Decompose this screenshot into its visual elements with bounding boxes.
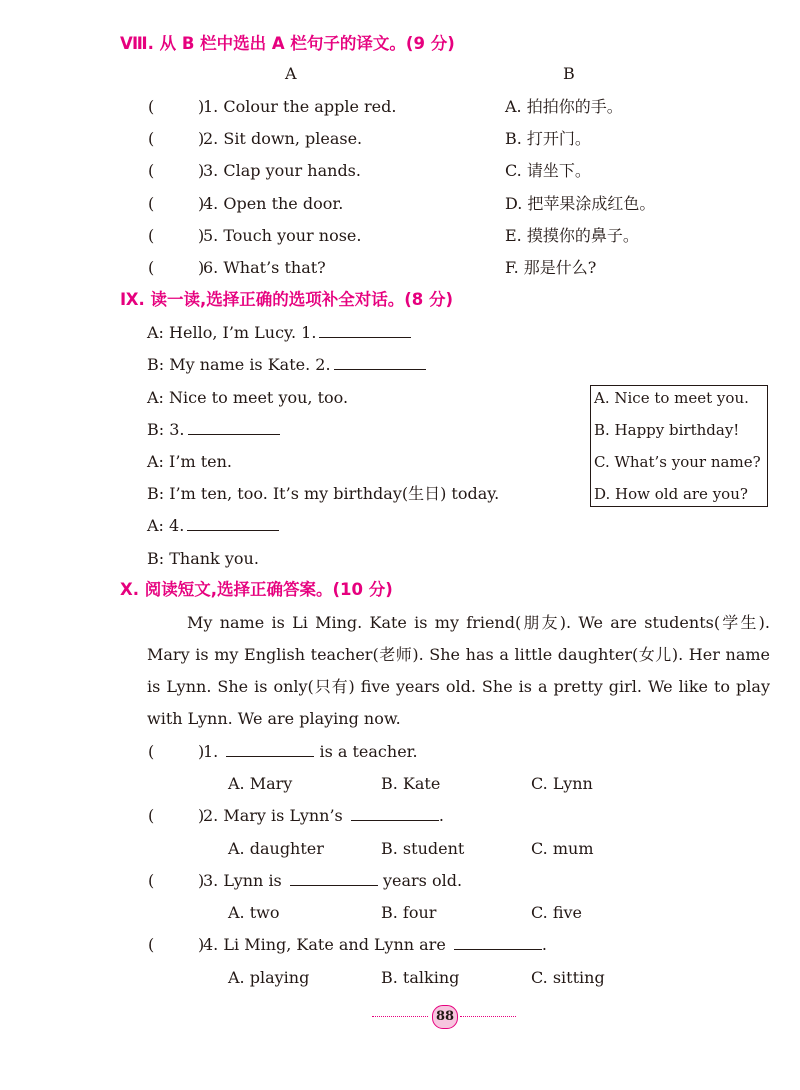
- question-blank[interactable]: [226, 742, 314, 757]
- choice[interactable]: A. playing: [228, 968, 310, 987]
- answer-paren-open[interactable]: (: [148, 97, 155, 116]
- answer-blank[interactable]: [188, 420, 280, 435]
- option-item: B. Happy birthday!: [594, 421, 740, 439]
- answer-blank[interactable]: [187, 516, 279, 531]
- answer-paren-close: ): [198, 871, 205, 890]
- column-b-header: B: [563, 64, 575, 83]
- column-b-translation: D. 把苹果涂成红色。: [505, 194, 656, 213]
- answer-paren-open[interactable]: (: [148, 871, 155, 890]
- answer-paren-open[interactable]: (: [148, 161, 155, 180]
- dialogue-text: B: 3.: [147, 420, 185, 439]
- question-number: 3.: [203, 871, 219, 890]
- choice[interactable]: A. daughter: [228, 839, 324, 858]
- reading-passage: My name is Li Ming. Kate is my friend(朋友). We are students(学生). Mary is my English teacher(老师). She has a little daughter(女儿). Her name is Lynn. She is only(只有) five years old. She is a pretty girl. We like to play with Lynn. We are playing now.: [147, 613, 770, 728]
- column-a-sentence: 6. What’s that?: [203, 258, 326, 277]
- question-number: 2.: [203, 806, 219, 825]
- option-item: C. What’s your name?: [594, 453, 761, 471]
- column-b-translation: C. 请坐下。: [505, 161, 591, 180]
- column-a-sentence: 1. Colour the apple red.: [203, 97, 397, 116]
- options-box: [590, 385, 768, 507]
- dialogue-text: B: My name is Kate. 2.: [147, 355, 331, 374]
- answer-paren-close: ): [198, 161, 205, 180]
- question-text-before: Li Ming, Kate and Lynn are: [223, 935, 446, 954]
- column-a-sentence: 2. Sit down, please.: [203, 129, 363, 148]
- dialogue-line: A: I’m ten.: [147, 452, 232, 471]
- column-a-sentence: 5. Touch your nose.: [203, 226, 362, 245]
- section-8-title: Ⅷ. 从 B 栏中选出 A 栏句子的译文。(9 分): [120, 34, 455, 53]
- dialogue-line: A: Nice to meet you, too.: [147, 388, 349, 407]
- dialogue-line: [147, 516, 279, 536]
- answer-paren-close: ): [198, 226, 205, 245]
- answer-paren-open[interactable]: (: [148, 194, 155, 213]
- column-b-translation: B. 打开门。: [505, 129, 591, 148]
- answer-paren-open[interactable]: (: [148, 129, 155, 148]
- dialogue-line: [147, 420, 280, 440]
- page-number: 88: [432, 1005, 458, 1029]
- question-stem: [203, 935, 547, 955]
- answer-paren-close: ): [198, 258, 205, 277]
- choice[interactable]: B. Kate: [381, 774, 441, 793]
- question-stem: [203, 742, 418, 762]
- option-item: A. Nice to meet you.: [594, 389, 749, 407]
- choice[interactable]: A. two: [228, 903, 280, 922]
- question-number: 1.: [203, 742, 219, 761]
- choice[interactable]: C. Lynn: [531, 774, 593, 793]
- question-text-after: .: [438, 806, 444, 825]
- answer-blank[interactable]: [334, 355, 426, 370]
- choice[interactable]: C. mum: [531, 839, 594, 858]
- dialogue-text: A: 4.: [147, 516, 185, 535]
- column-a-sentence: 4. Open the door.: [203, 194, 344, 213]
- dialogue-text: A: Hello, I’m Lucy. 1.: [147, 323, 317, 342]
- column-b-translation: F. 那是什么?: [505, 258, 597, 277]
- dialogue-line: B: Thank you.: [147, 549, 259, 568]
- answer-paren-close: ): [198, 97, 205, 116]
- answer-paren-open[interactable]: (: [148, 258, 155, 277]
- dialogue-line: [147, 355, 426, 375]
- answer-paren-open[interactable]: (: [148, 742, 155, 761]
- answer-blank[interactable]: [319, 323, 411, 338]
- answer-paren-close: ): [198, 194, 205, 213]
- column-a-sentence: 3. Clap your hands.: [203, 161, 361, 180]
- column-b-translation: A. 拍拍你的手。: [505, 97, 623, 116]
- choice[interactable]: B. four: [381, 903, 437, 922]
- answer-paren-close: ): [198, 742, 205, 761]
- column-b-translation: E. 摸摸你的鼻子。: [505, 226, 639, 245]
- option-item: D. How old are you?: [594, 485, 748, 503]
- question-text-before: Mary is Lynn’s: [223, 806, 343, 825]
- answer-paren-open[interactable]: (: [148, 806, 155, 825]
- dialogue-line: B: I’m ten, too. It’s my birthday(生日) today.: [147, 484, 500, 503]
- question-stem: [203, 806, 444, 826]
- answer-paren-open[interactable]: (: [148, 226, 155, 245]
- answer-paren-close: ): [198, 806, 205, 825]
- choice[interactable]: A. Mary: [228, 774, 293, 793]
- column-a-header: A: [285, 64, 297, 83]
- choice[interactable]: B. talking: [381, 968, 460, 987]
- question-number: 4.: [203, 935, 219, 954]
- section-10-title: Ⅹ. 阅读短文,选择正确答案。(10 分): [120, 580, 393, 599]
- footer-divider-right: [460, 1016, 516, 1017]
- question-blank[interactable]: [351, 806, 439, 821]
- question-text-before: Lynn is: [223, 871, 282, 890]
- answer-paren-close: ): [198, 129, 205, 148]
- question-blank[interactable]: [454, 935, 542, 950]
- section-9-title: Ⅸ. 读一读,选择正确的选项补全对话。(8 分): [120, 290, 454, 309]
- answer-paren-close: ): [198, 935, 205, 954]
- choice[interactable]: B. student: [381, 839, 465, 858]
- question-text-after: .: [541, 935, 547, 954]
- answer-paren-open[interactable]: (: [148, 935, 155, 954]
- question-blank[interactable]: [290, 871, 378, 886]
- dialogue-line: [147, 323, 411, 343]
- footer-divider-left: [372, 1016, 428, 1017]
- choice[interactable]: C. five: [531, 903, 583, 922]
- question-text-after: is a teacher.: [319, 742, 418, 761]
- question-stem: [203, 871, 462, 891]
- question-text-after: years old.: [382, 871, 463, 890]
- choice[interactable]: C. sitting: [531, 968, 605, 987]
